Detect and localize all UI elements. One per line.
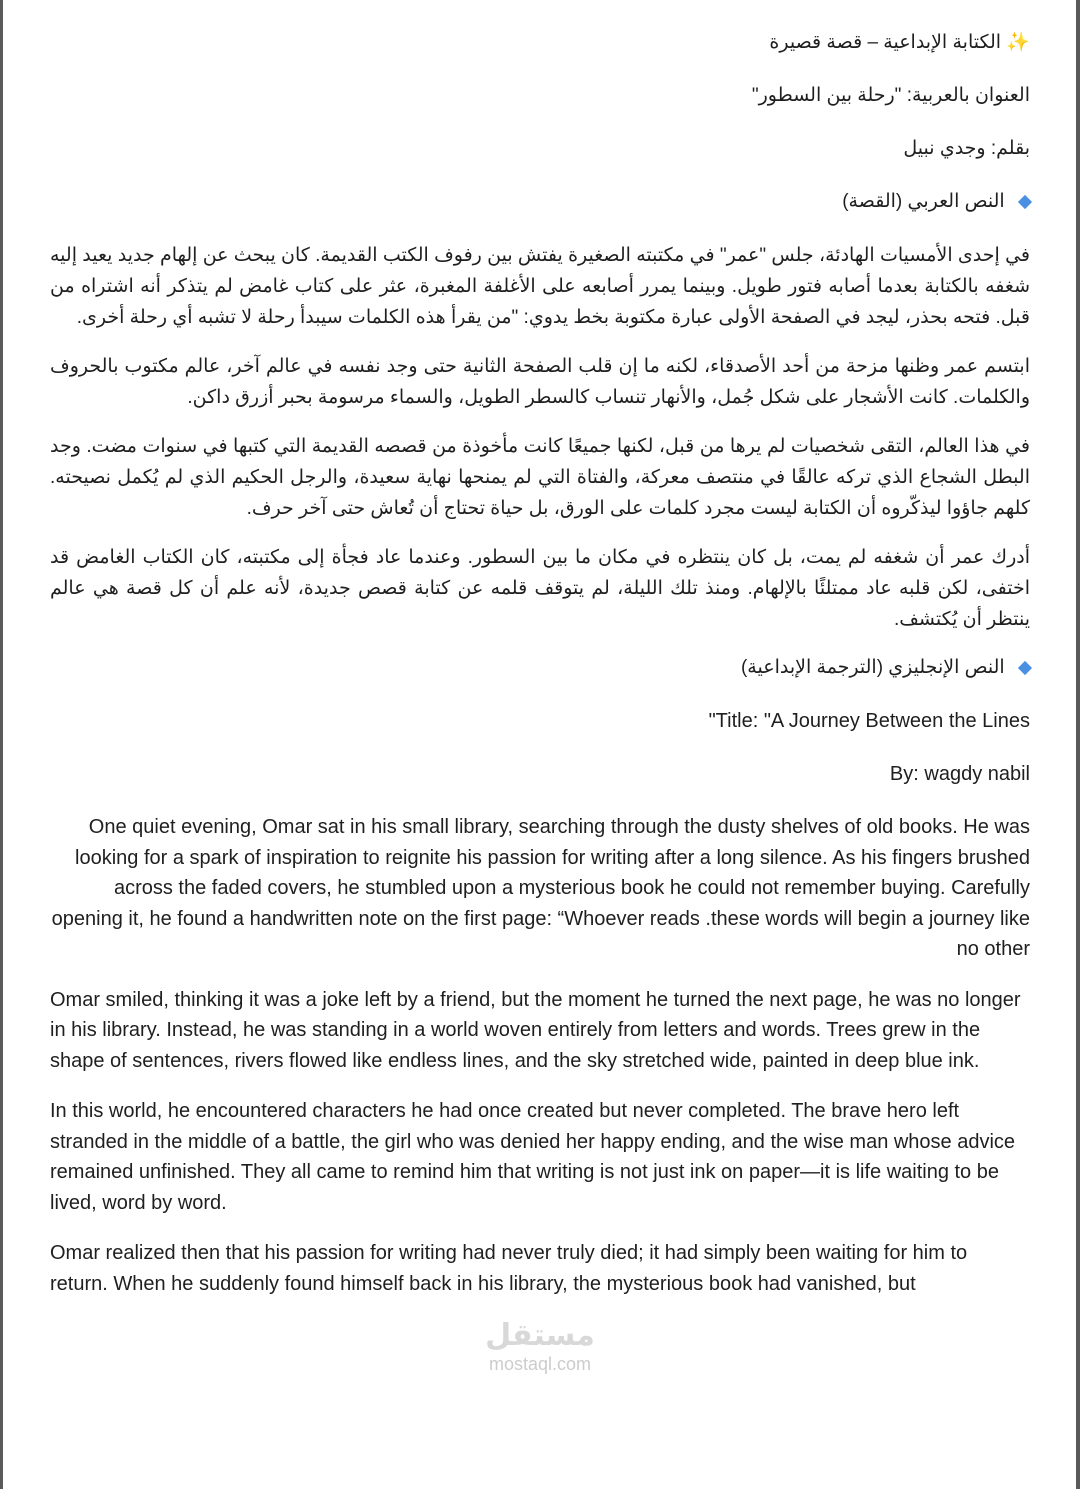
english-paragraph: In this world, he encountered characters he had once created but never completed. The brave hero left stranded in the middle of a battle, the girl who was denied her happy ending, and the wise man whose advice remained unfinished. They all came to remind him that writing is not just ink on paper—it is life waiting to be lived, word by word.: [50, 1100, 1016, 1214]
blue-diamond-icon: [1018, 661, 1032, 675]
arabic-section-heading: [50, 187, 1030, 217]
document-title-text: الكتابة الإبداعية – قصة قصيرة: [769, 32, 1002, 53]
left-frame-border: [0, 0, 3, 1489]
watermark-latin: mostaql.com: [488, 1354, 592, 1374]
document-title: [50, 28, 1030, 58]
arabic-paragraph: في هذا العالم، التقى شخصيات لم يرها من قبل، لكنها جميعًا كانت مأخوذة من قصصه القديمة التي كتبها في سنوات مضت. وجد البطل الشجاع الذي تركه عالقًا في منتصف معركة، والفتاة التي لم يمنحها نهاية سعيدة، والرجل الحكيم الذي لم يُكمل نصيحته. كلهم جاؤوا ليذكّروه أن الكتابة ليست مجرد كلمات على الورق، بل حياة تحتاج أن تُعاش حتى آخر حرف.: [50, 436, 1030, 519]
arabic-paragraph: في إحدى الأمسيات الهادئة، جلس "عمر" في مكتبته الصغيرة يفتش بين رفوف الكتب القديمة. كان يبحث عن إلهام جديد يعيد إليه شغفه بالكتابة بعدما أصابه فتور طويل. وبينما يمرر أصابعه على الأغلفة المغبرة، عثر على كتاب غامض لم يتذكر أنه اشتراه من قبل. فتحه بحذر، ليجد في الصفحة الأولى عبارة مكتوبة بخط يدوي: "من يقرأ هذه الكلمات سيبدأ رحلة لا تشبه أي رحلة أخرى.: [50, 245, 1030, 328]
arabic-author-line: بقلم: وجدي نبيل: [903, 138, 1030, 159]
english-author-line: By: wagdy nabil: [889, 763, 1030, 785]
arabic-section-heading-text: النص العربي (القصة): [842, 191, 1005, 212]
document-page: [50, 0, 1030, 1395]
blue-diamond-icon: [1018, 195, 1032, 209]
arabic-title-line: العنوان بالعربية: "رحلة بين السطور": [751, 85, 1030, 106]
watermark: [460, 1319, 620, 1375]
arabic-paragraph: أدرك عمر أن شغفه لم يمت، بل كان ينتظره في مكان ما بين السطور. وعندما عاد فجأة إلى مكتبته، كان الكتاب الغامض قد اختفى، لكن قلبه عاد ممتلئًا بالإلهام. ومنذ تلك الليلة، لم يتوقف قلمه عن كتابة قصص جديدة، لأنه علم أن كل قصة هي عالم ينتظر أن يُكتشف.: [50, 547, 1030, 630]
english-paragraph: Omar realized then that his passion for writing had never truly died; it had simply been waiting for him to return. When he suddenly found himself back in his library, the mysterious book had vanished, but: [50, 1242, 968, 1295]
english-section-heading: [50, 653, 1030, 683]
english-section-heading-text: النص الإنجليزي (الترجمة الإبداعية): [740, 657, 1005, 678]
watermark-arabic: مستقل: [485, 1318, 595, 1353]
sparkles-icon: ✨: [1006, 32, 1030, 53]
right-frame-border: [1076, 0, 1080, 1489]
english-paragraph: Omar smiled, thinking it was a joke left by a friend, but the moment he turned the next page, he was no longer in his library. Instead, he was standing in a world woven entirely from letters and words. Trees grew in the shape of sentences, rivers flowed like endless lines, and the sky stretched wide, painted in deep blue ink.: [50, 988, 1021, 1072]
english-paragraph: One quiet evening, Omar sat in his small library, searching through the dusty shelves of old books. He was looking for a spark of inspiration to reignite his passion for writing after a long silence. As his fingers brushed across the faded covers, he stumbled upon a mysterious book he could not remember buying. Carefully opening it, he found a handwritten note on the first page: “Whoever reads .these words will begin a journey like no other: [51, 816, 1030, 960]
english-title-line: "Title: "A Journey Between the Lines: [708, 710, 1030, 732]
arabic-paragraph: ابتسم عمر وظنها مزحة من أحد الأصدقاء، لكنه ما إن قلب الصفحة الثانية حتى وجد نفسه في عالم آخر، عالم مكتوب بالحروف والكلمات. كانت الأشجار على شكل جُمل، والأنهار تنساب كالسطر الطويل، والسماء مرسومة بحبر أزرق داكن.: [50, 356, 1030, 408]
